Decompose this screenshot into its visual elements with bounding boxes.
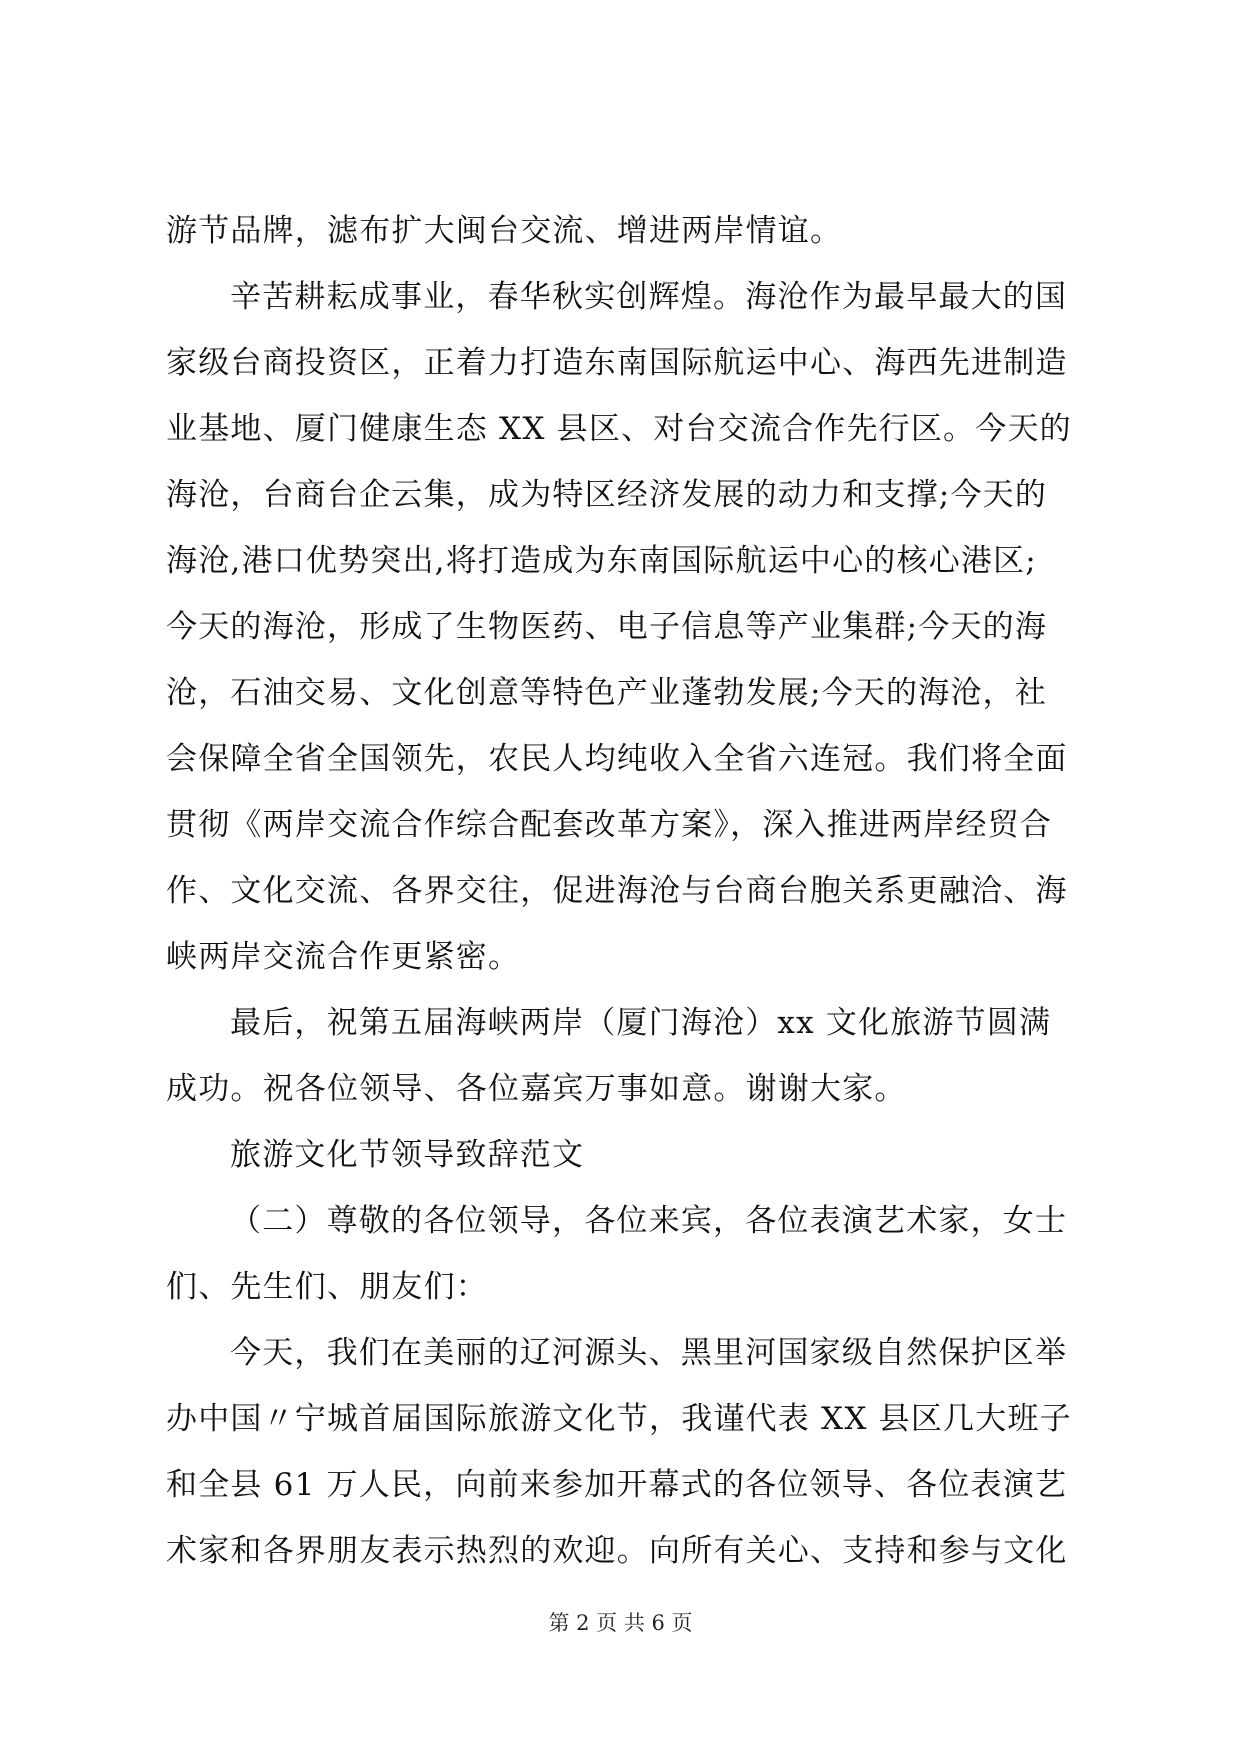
text-line: 作、文化交流、各界交往，促进海沧与台商台胞关系更融洽、海 — [166, 873, 1068, 909]
text-line: 和全县 61 万人民，向前来参加开幕式的各位领导、各位表演艺 — [166, 1467, 1068, 1503]
section-heading: 旅游文化节领导致辞范文 — [230, 1137, 585, 1173]
page-number-footer: 第 2 页 共 6 页 — [548, 1611, 693, 1635]
text-line: 今天的海沧，形成了生物医药、电子信息等产业集群;今天的海 — [166, 609, 1048, 645]
text-line: 成功。祝各位领导、各位嘉宾万事如意。谢谢大家。 — [166, 1071, 907, 1107]
text-line: 海沧,港口优势突出,将打造成为东南国际航运中心的核心港区; — [166, 543, 1037, 579]
text-line: 海沧，台商台企云集，成为特区经济发展的动力和支撑;今天的 — [166, 477, 1048, 513]
text-line: 游节品牌，滤布扩大闽台交流、增进两岸情谊。 — [166, 213, 843, 249]
paragraph-start-line: （二）尊敬的各位领导，各位来宾，各位表演艺术家，女士 — [230, 1203, 1068, 1239]
text-line: 家级台商投资区，正着力打造东南国际航运中心、海西先进制造 — [166, 345, 1068, 381]
text-line: 峡两岸交流合作更紧密。 — [166, 939, 521, 975]
text-line: 办中国〃宁城首届国际旅游文化节，我谨代表 XX 县区几大班子 — [166, 1401, 1072, 1437]
text-line: 会保障全省全国领先，农民人均纯收入全省六连冠。我们将全面 — [166, 741, 1068, 777]
text-line: 术家和各界朋友表示热烈的欢迎。向所有关心、支持和参与文化 — [166, 1533, 1068, 1569]
paragraph-start-line: 最后，祝第五届海峡两岸（厦门海沧）xx 文化旅游节圆满 — [230, 1005, 1052, 1041]
paragraph-start-line: 辛苦耕耘成事业，春华秋实创辉煌。海沧作为最早最大的国 — [230, 279, 1068, 315]
paragraph-start-line: 今天，我们在美丽的辽河源头、黑里河国家级自然保护区举 — [230, 1335, 1068, 1371]
document-body — [166, 198, 1076, 1584]
text-line: 们、先生们、朋友们： — [166, 1269, 488, 1305]
text-line: 贯彻《两岸交流合作综合配套改革方案》，深入推进两岸经贸合 — [166, 807, 1053, 843]
text-line: 沧，石油交易、文化创意等特色产业蓬勃发展;今天的海沧，社 — [166, 675, 1048, 711]
text-line: 业基地、厦门健康生态 XX 县区、对台交流合作先行区。今天的 — [166, 411, 1072, 447]
